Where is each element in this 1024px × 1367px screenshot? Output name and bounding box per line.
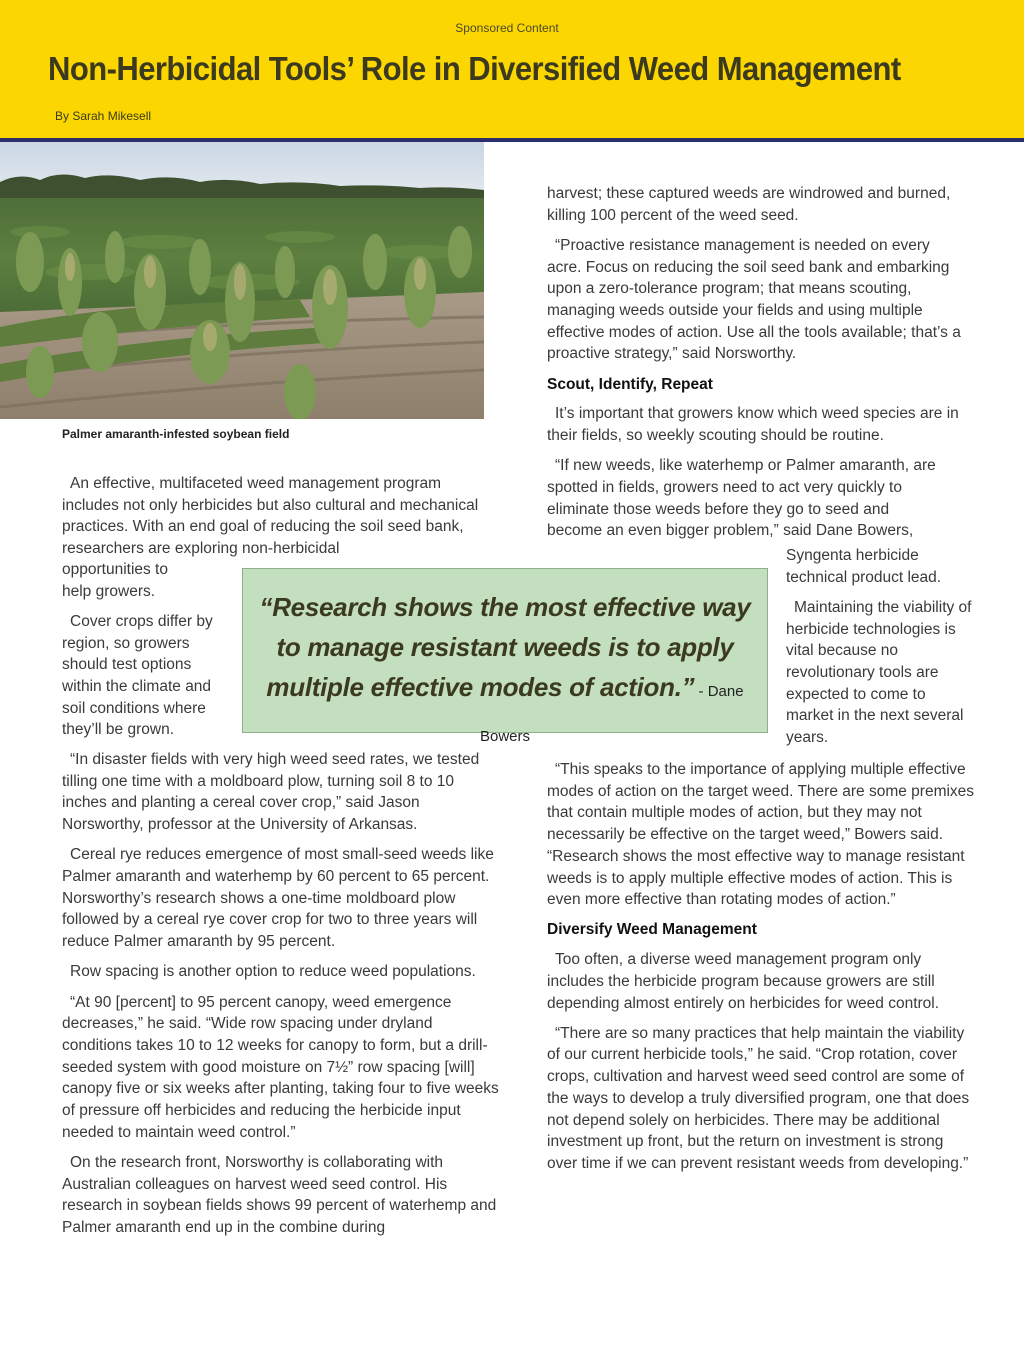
right-column-bottom — [547, 759, 977, 1183]
pull-quote-text — [255, 587, 755, 757]
field-photo — [0, 142, 484, 419]
section-heading-diversify: Diversify Weed Management — [547, 921, 757, 939]
left-column-top — [62, 473, 482, 568]
left-column-bottom — [62, 749, 502, 1247]
paragraph: “In disaster fields with very high weed seed rates, we tested tilling one time with a moldboard plow, turning soil 8 to 10 inches and planting a cereal cover crop,” said Jason Norsworthy, professor at the University of Arkansas. — [62, 751, 480, 834]
section-heading-scout: Scout, Identify, Repeat — [547, 375, 713, 393]
paragraph: Syngenta herbicide technical product lead. — [786, 547, 942, 586]
paragraph: “At 90 [percent] to 95 percent canopy, weed emergence decreases,” he said. “Wide row spacing under dryland conditions takes 10 to 12 weeks for canopy to form, but a drill-seeded system with good moisture on 7½” row spacing [will] canopy five or six weeks after planting, taking four to five weeks of pressure off herbicides and reducing the herbicide input needed to maintain weed control.” — [62, 993, 499, 1141]
byline: By Sarah Mikesell — [55, 109, 152, 123]
paragraph: It’s important that growers know which weed species are in their fields, so weekly scouting should be routine. — [547, 405, 959, 445]
pull-quote-body: “Research shows the most effective way to manage resistant weeds is to apply multiple effective modes of action.” — [259, 592, 751, 702]
paragraph: opportunities to help growers. — [62, 561, 168, 600]
paragraph: Row spacing is another option to reduce weed populations. — [70, 963, 476, 981]
pull-quote — [242, 568, 768, 745]
pull-quote-attribution: - Dane Bowers — [479, 683, 744, 745]
paragraph: “There are so many practices that help maintain the viability of our current herbicide tools,” he said. “Crop rotation, cover crops, cultivation and harvest weed seed control are some of the ways to develop a truly diversified program, one that does not depend solely on herbicides. There may be additional investment up front, but the return on investment is strong over time if we can prevent resistant weeds from developing.” — [547, 1024, 970, 1172]
paragraph: Too often, a diverse weed management program only includes the herbicide program because growers are still depending almost entirely on herbicides for weed control. — [547, 951, 940, 1012]
right-column-narrow — [786, 545, 976, 757]
right-column-top — [547, 183, 967, 551]
paragraph: Cover crops differ by region, so growers should test options within the climate and soil conditions where they’ll be grown. — [62, 612, 213, 739]
paragraph: “Proactive resistance management is needed on every acre. Focus on reducing the soil seed bank and embarking upon a zero-tolerance program; that means scouting, managing weeds outside your fields and using multiple effective modes of action. Use all the tools available; that’s a proactive strategy,” said Norsworthy. — [547, 236, 961, 363]
paragraph: On the research front, Norsworthy is collaborating with Australian colleagues on harvest weed seed control. His research in soybean fields shows 99 percent of waterhemp and Palmer amaranth end up in the combine during — [62, 1153, 497, 1237]
paragraph: “If new weeds, like waterhemp or Palmer amaranth, are spotted in fields, growers need to act very quickly to eliminate those weeds before they go to seed and become an even bigger problem,” said Dane Bowers, — [547, 457, 936, 540]
paragraph: Cereal rye reduces emergence of most small-seed weeds like Palmer amaranth and waterhemp by 60 percent to 65 percent. Norsworthy’s research shows a one-time moldboard plow followed by a cereal rye cover crop for two to three years will reduce Palmer amaranth by 95 percent. — [62, 846, 494, 951]
paragraph: “This speaks to the importance of applying multiple effective modes of action on the target weed. There are some premixes that contain multiple modes of action, but they may not necessarily be effective on the target weed,” Bowers said. “Research shows the most effective way to manage resistant weeds is to apply multiple effective modes of action. This is even more effective than rotating modes of action.” — [547, 761, 975, 909]
article-title: Non-Herbicidal Tools’ Role in Diversified Weed Management — [48, 50, 901, 87]
paragraph: An effective, multifaceted weed management program includes not only herbicides but also cultural and mechanical practices. With an end goal of reducing the soil seed bank, researchers are exploring non-herbicidal — [62, 475, 479, 558]
sponsored-label: Sponsored Content — [455, 21, 559, 35]
paragraph: harvest; these captured weeds are windrowed and burned, killing 100 percent of the weed seed. — [547, 185, 951, 224]
paragraph: Maintaining the viability of herbicide technologies is vital because no revolutionary tools are expected to come to market in the next several years. — [786, 598, 972, 747]
photo-caption: Palmer amaranth-infested soybean field — [62, 427, 290, 441]
left-column-narrow — [62, 559, 213, 750]
